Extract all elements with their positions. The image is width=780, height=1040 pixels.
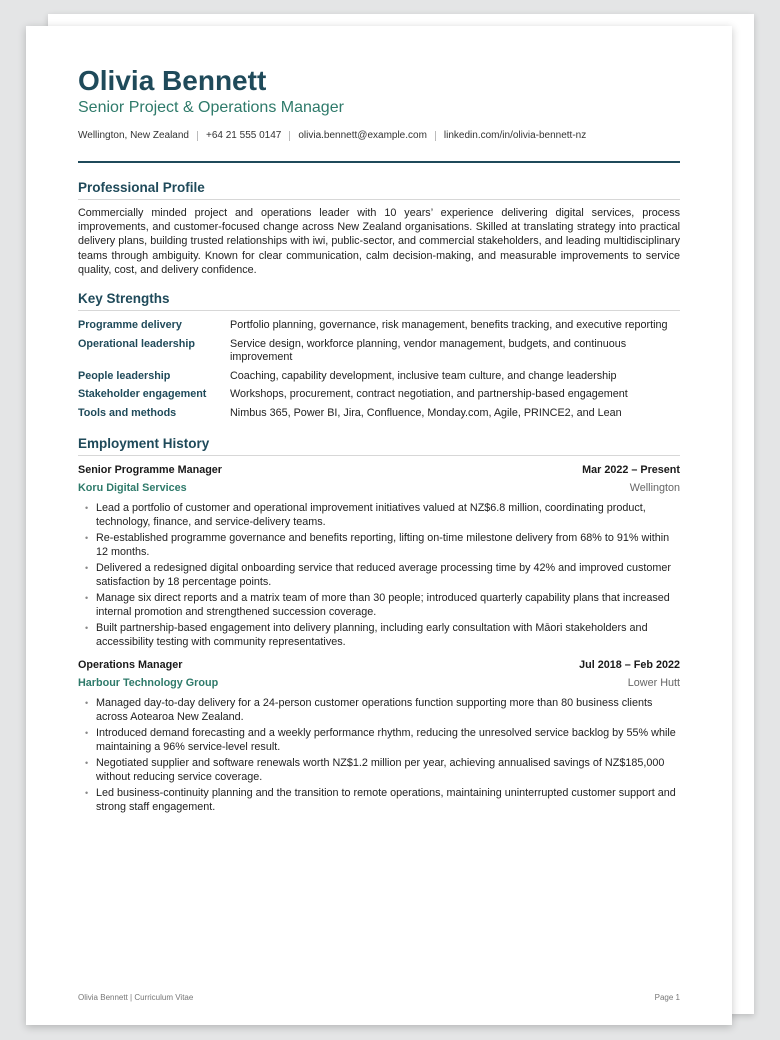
contact-separator [435,131,436,141]
strengths-section [78,291,680,420]
job-location: Lower Hutt [627,677,680,690]
job-bullets [78,696,680,814]
strength-row [78,388,680,402]
contact-email[interactable]: olivia.bennett@example.com [298,130,427,141]
job-bullet: • Introduced demand forecasting and a weekly performance rhythm, reducing the unresolved service backlog by 55% while maintaining a 96% service-level result. [96,726,680,754]
candidate-name: Olivia Bennett [78,65,267,96]
job-bullet: • Re-established programme governance and benefits reporting, lifting on-time milestone delivery from 68% to 91% within 12 months. [96,531,680,559]
job-bullet: • Lead a portfolio of customer and operational improvement initiatives valued at NZ$6.8 million, coordinating product, technology, finance, and service-delivery teams. [96,501,680,529]
resume-page [26,26,732,1025]
job-title: Operations Manager [78,659,183,672]
contact-separator [289,131,290,141]
employment-heading: Employment History [78,436,680,456]
strength-label: Programme delivery [78,319,182,332]
header-divider [78,161,680,163]
strength-row [78,370,680,384]
job-header [78,463,680,477]
job-entry [78,658,680,814]
page-number: Page 1 [654,993,680,1002]
employment-section [78,436,680,814]
page-footer [78,993,680,1002]
contact-separator [197,131,198,141]
job-subheader [78,481,680,495]
job-dates: Jul 2018 – Feb 2022 [579,659,680,672]
job-entry [78,463,680,649]
job-company: Harbour Technology Group [78,677,219,690]
job-bullets [78,501,680,649]
job-bullet: • Manage six direct reports and a matrix team of more than 30 people; introduced quarterly capability plans that increased internal promotion and strengthened succession coverage. [96,591,680,619]
job-bullet: • Delivered a redesigned digital onboarding service that reduced average processing time by 42% and improved customer satisfaction by 18 percentage points. [96,561,680,589]
profile-section [78,180,680,277]
strengths-list [78,319,680,420]
strength-row [78,338,680,365]
job-bullet: • Led business-continuity planning and the transition to remote operations, maintaining uninterrupted customer support and strong staff engagement. [96,786,680,814]
profile-text: Commercially minded project and operations leader with 10 years’ experience delivering digital services, process improvements, and customer-focused change across New Zealand organisations. Skilled at translating strategy into practical delivery plans, building trusted relationships with iwi, public-sector, and commercial stakeholders, and leading multidisciplinary teams through ambiguity. Known for clear communication, calm decision-making, and measurable improvements to service quality, cost, and delivery confidence. [78,207,680,276]
candidate-role: Senior Project & Operations Manager [78,99,344,116]
strength-value: Workshops, procurement, contract negotiation, and partnership-based engagement [230,388,628,401]
strength-row [78,407,680,421]
job-bullet: • Managed day-to-day delivery for a 24-person customer operations function supporting more than 80 business clients across Aotearoa New Zealand. [96,696,680,724]
strength-label: Operational leadership [78,337,195,350]
strength-row [78,319,680,333]
job-header [78,658,680,672]
profile-heading: Professional Profile [78,180,680,200]
strengths-heading: Key Strengths [78,291,680,311]
strength-label: Tools and methods [78,406,177,419]
job-bullet: • Built partnership-based engagement into delivery planning, including early consultation with Māori stakeholders and accessibility testing with community representatives. [96,621,680,649]
job-title: Senior Programme Manager [78,464,223,477]
job-company: Koru Digital Services [78,482,187,495]
contact-line [78,129,680,142]
job-dates: Mar 2022 – Present [582,464,680,477]
contact-linkedin[interactable]: linkedin.com/in/olivia-bennett-nz [443,130,587,141]
page-content [78,66,680,816]
strength-label: Stakeholder engagement [78,388,207,401]
job-bullet: • Negotiated supplier and software renewals worth NZ$1.2 million per year, achieving annualised savings of NZ$185,000 without reducing service coverage. [96,756,680,784]
footer-left: Olivia Bennett | Curriculum Vitae [78,993,194,1002]
job-location: Wellington [629,482,680,495]
strength-value: Portfolio planning, governance, risk management, benefits tracking, and executive reporting [230,319,668,332]
job-subheader [78,676,680,690]
strength-value: Coaching, capability development, inclusive team culture, and change leadership [230,369,617,382]
strength-value: Service design, workforce planning, vendor management, budgets, and continuous improvement [230,337,627,364]
strength-label: People leadership [78,369,171,382]
contact-location: Wellington, New Zealand [78,130,189,141]
contact-phone[interactable]: +64 21 555 0147 [206,130,282,141]
strength-value: Nimbus 365, Power BI, Jira, Confluence, Monday.com, Agile, PRINCE2, and Lean [230,406,622,419]
